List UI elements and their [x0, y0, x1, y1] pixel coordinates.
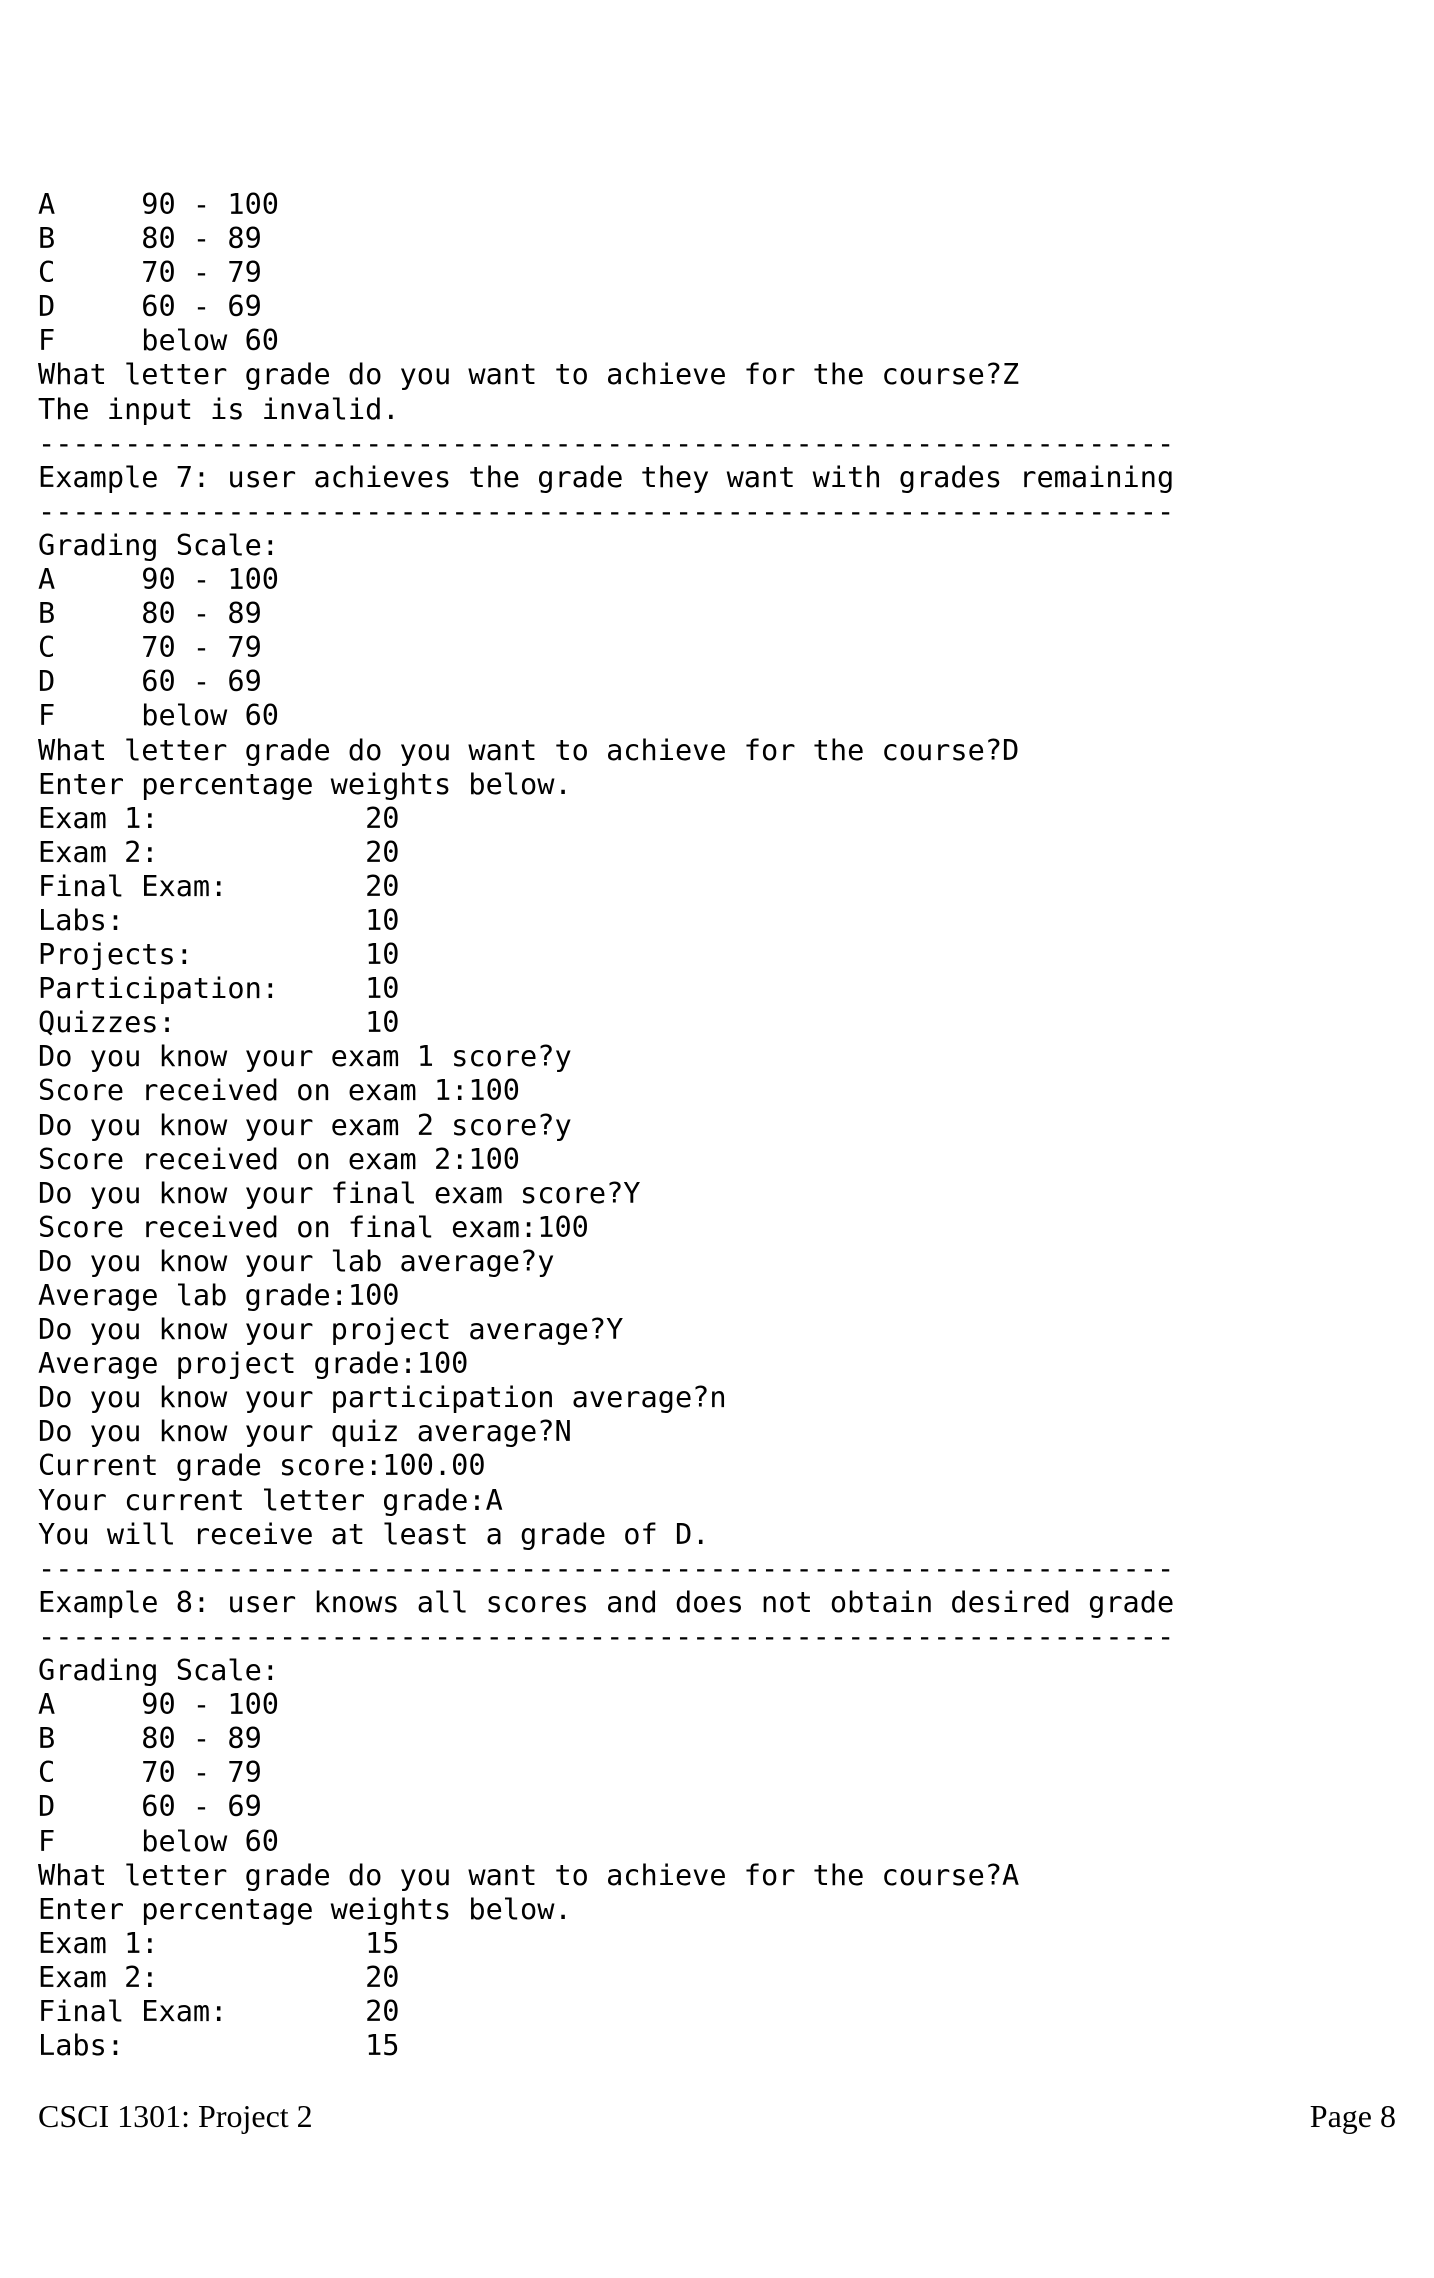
console-line: C 70 - 79 — [38, 1755, 262, 1790]
console-line: F below 60 — [38, 1823, 280, 1858]
separator-line: ------------------------------------------------------------------ — [38, 1550, 1175, 1585]
console-line: Quizzes: 10 — [38, 1005, 400, 1040]
console-line: Do you know your project average?Y — [38, 1312, 624, 1347]
console-line: B 80 - 89 — [38, 1721, 262, 1756]
console-line: Labs: 15 — [38, 2028, 400, 2063]
separator-line: ------------------------------------------------------------------ — [38, 425, 1175, 460]
separator-line: ------------------------------------------------------------------ — [38, 1618, 1175, 1653]
console-line: Grading Scale: — [38, 527, 280, 562]
console-line: The input is invalid. — [38, 391, 400, 426]
console-line: F below 60 — [38, 698, 280, 733]
console-line: Exam 1: 20 — [38, 800, 400, 835]
console-line: Final Exam: 20 — [38, 1993, 400, 2028]
console-line: A 90 - 100 — [38, 187, 280, 221]
console-line: Projects: 10 — [38, 937, 400, 972]
console-line: Do you know your lab average?y — [38, 1243, 555, 1278]
footer-page-number: Page 8 — [1309, 2098, 1396, 2134]
console-line: You will receive at least a grade of D. — [38, 1516, 710, 1551]
console-line: Participation: 10 — [38, 971, 400, 1006]
example-heading: Example 8: user knows all scores and does not obtain desired grade — [38, 1584, 1175, 1619]
console-line: C 70 - 79 — [38, 630, 262, 665]
console-line: D 60 - 69 — [38, 1789, 262, 1824]
console-line: Grading Scale: — [38, 1653, 280, 1688]
console-line: Your current letter grade:A — [38, 1482, 503, 1517]
console-line: D 60 - 69 — [38, 289, 262, 324]
console-line: Current grade score:100.00 — [38, 1448, 486, 1483]
separator-line: ------------------------------------------------------------------ — [38, 493, 1175, 528]
console-line: C 70 - 79 — [38, 255, 262, 290]
console-line: F below 60 — [38, 323, 280, 358]
console-line: B 80 - 89 — [38, 221, 262, 256]
console-line: Exam 1: 15 — [38, 1925, 400, 1960]
console-line: Score received on final exam:100 — [38, 1209, 589, 1244]
example-heading: Example 7: user achieves the grade they want with grades remaining — [38, 459, 1175, 494]
console-line: Do you know your participation average?n — [38, 1380, 727, 1415]
console-line: Do you know your quiz average?N — [38, 1414, 572, 1449]
console-line: Score received on exam 1:100 — [38, 1073, 521, 1108]
console-line: A 90 - 100 — [38, 1687, 280, 1722]
console-line: Enter percentage weights below. — [38, 766, 572, 801]
console-line: Labs: 10 — [38, 902, 400, 937]
console-line: Exam 2: 20 — [38, 1959, 400, 1994]
console-line: D 60 - 69 — [38, 664, 262, 699]
console-line: Do you know your exam 2 score?y — [38, 1107, 572, 1142]
console-line: Final Exam: 20 — [38, 868, 400, 903]
console-line: Exam 2: 20 — [38, 834, 400, 869]
console-line: What letter grade do you want to achieve for the course?D — [38, 732, 1020, 767]
console-line: What letter grade do you want to achieve for the course?Z — [38, 357, 1020, 392]
console-line: Average project grade:100 — [38, 1346, 469, 1381]
console-line: A 90 - 100 — [38, 562, 280, 597]
console-line: B 80 - 89 — [38, 596, 262, 631]
console-line: What letter grade do you want to achieve for the course?A — [38, 1857, 1020, 1892]
footer-course-title: CSCI 1301: Project 2 — [38, 2098, 313, 2134]
console-line: Do you know your final exam score?Y — [38, 1175, 641, 1210]
console-output — [38, 187, 1238, 2062]
console-line: Do you know your exam 1 score?y — [38, 1039, 572, 1074]
console-line: Score received on exam 2:100 — [38, 1141, 521, 1176]
console-line: Enter percentage weights below. — [38, 1891, 572, 1926]
console-line: Average lab grade:100 — [38, 1278, 400, 1312]
